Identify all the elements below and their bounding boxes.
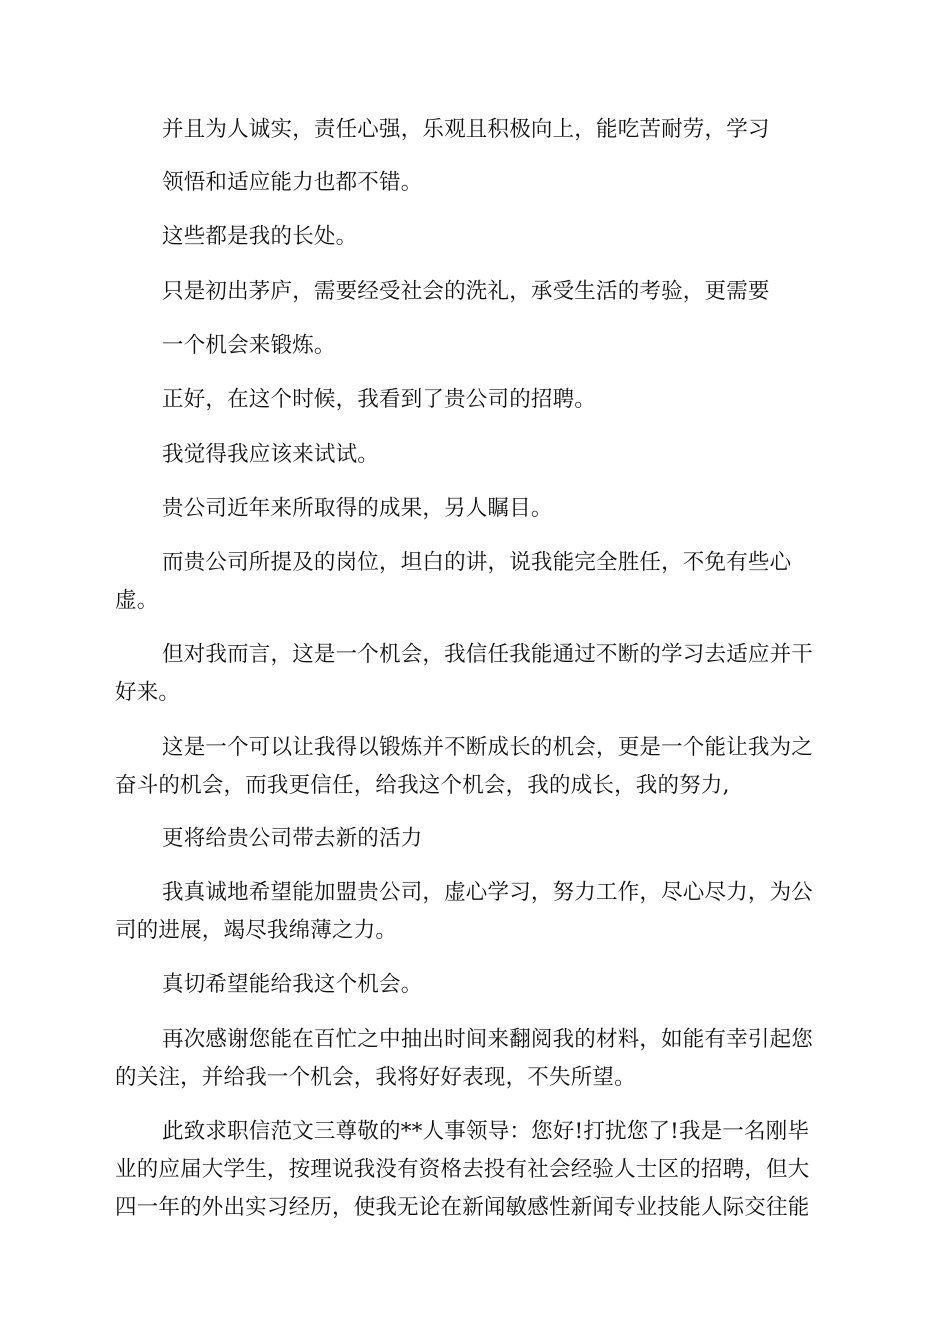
text-line: 这些都是我的长处。 — [162, 224, 358, 249]
text-line: 的关注，并给我一个机会，我将好好表现，不失所望。 — [115, 1065, 636, 1090]
text-line: 一个机会来锻炼。 — [162, 333, 336, 358]
text-line: 奋斗的机会，而我更信任，给我这个机会，我的成长，我的努力, — [115, 773, 730, 798]
text-line: 好来。 — [115, 680, 181, 705]
text-line: 但对我而言，这是一个机会，我信任我能通过不断的学习去适应并干 — [162, 642, 814, 667]
text-line: 业的应届大学生，按理说我没有资格去投有社会经验人士区的招聘，但大 — [115, 1157, 810, 1182]
text-line: 此致求职信范文三尊敬的**人事领导：您好!打扰您了!我是一名刚毕 — [162, 1119, 810, 1144]
text-line: 并且为人诚实，责任心强，乐观且积极向上，能吃苦耐劳，学习 — [162, 117, 770, 142]
text-line: 我真诚地希望能加盟贵公司，虚心学习，努力工作，尽心尽力，为公 — [162, 880, 814, 905]
text-line: 领悟和适应能力也都不错。 — [162, 170, 423, 195]
text-line: 四一年的外出实习经历，使我无论在新闻敏感性新闻专业技能人际交往能 — [115, 1195, 810, 1220]
text-line: 正好，在这个时候，我看到了贵公司的招聘。 — [162, 387, 597, 412]
text-line: 司的进展，竭尽我绵薄之力。 — [115, 918, 398, 943]
text-line: 贵公司近年来所取得的成果，另人瞩目。 — [162, 496, 553, 521]
text-line: 我觉得我应该来试试。 — [162, 442, 380, 467]
text-line: 虚。 — [115, 588, 159, 613]
text-line: 只是初出茅庐，需要经受社会的洗礼，承受生活的考验，更需要 — [162, 279, 770, 304]
text-line: 再次感谢您能在百忙之中抽出时间来翻阅我的材料，如能有幸引起您 — [162, 1027, 814, 1052]
text-line: 真切希望能给我这个机会。 — [162, 972, 423, 997]
text-line: 更将给贵公司带去新的活力 — [162, 826, 423, 851]
text-line: 而贵公司所提及的岗位，坦白的讲，说我能完全胜任，不免有些心 — [162, 550, 792, 575]
text-line: 这是一个可以让我得以锻炼并不断成长的机会，更是一个能让我为之 — [162, 735, 814, 760]
